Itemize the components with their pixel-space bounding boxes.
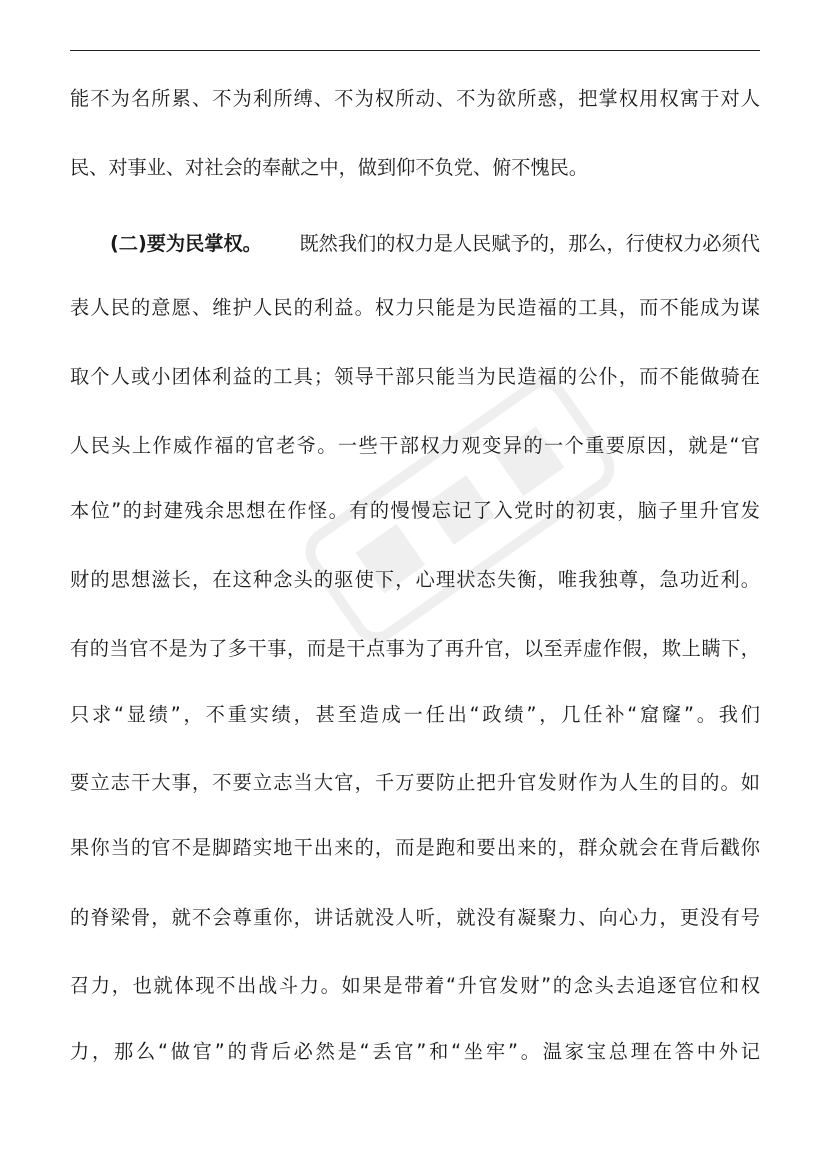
section-heading: (二)要为民掌权。 <box>110 232 262 255</box>
body-line-5: 取个人或小团体利益的工具；领导干部只能当为民造福的公仆，而不能做骑在 <box>70 365 760 388</box>
body-line-10: 只求“显绩”，不重实绩，甚至造成一任出“政绩”，几任补“窟窿”。我们 <box>70 703 760 726</box>
body-line-15: 力，那么“做官”的背后必然是“丢官”和“坐牢”。温家宝总理在答中外记 <box>70 1040 760 1063</box>
body-line-4: 表人民的意愿、维护人民的利益。权力只能是为民造福的工具，而不能成为谋 <box>70 296 760 319</box>
body-line-11: 要立志干大事，不要立志当大官，千万要防止把升官发财作为人生的目的。如 <box>70 771 760 794</box>
body-line-3: 既然我们的权力是人民赋予的，那么，行使权力必须代 <box>299 232 760 255</box>
body-line-6: 人民头上作威作福的官老爷。一些干部权力观变异的一个重要原因，就是“官 <box>70 434 760 457</box>
section-paragraph-first-line <box>110 229 760 259</box>
body-line-1: 能不为名所累、不为利所缚、不为权所动、不为欲所惑，把掌权用权寓于对人 <box>70 87 760 110</box>
body-line-13: 的脊梁骨，就不会尊重你，讲话就没人听，就没有凝聚力、向心力，更没有号 <box>70 906 760 929</box>
body-line-8: 财的思想滋长，在这种念头的驱使下，心理状态失衡，唯我独尊，急功近利。 <box>70 568 760 591</box>
header-rule <box>70 50 760 51</box>
body-line-9: 有的当官不是为了多干事，而是干点事为了再升官，以至弄虚作假，欺上瞒下， <box>70 637 760 660</box>
body-line-7: 本位”的封建残余思想在作怪。有的慢慢忘记了入党时的初衷，脑子里升官发 <box>70 499 760 522</box>
body-line-2: 民、对事业、对社会的奉献之中，做到仰不负党、俯不愧民。 <box>70 156 589 179</box>
body-line-12: 果你当的官不是脚踏实地干出来的，而是跑和要出来的，群众就会在背后戳你 <box>70 836 760 859</box>
body-line-14: 召力，也就体现不出战斗力。如果是带着“升官发财”的念头去追逐官位和权 <box>70 974 760 997</box>
